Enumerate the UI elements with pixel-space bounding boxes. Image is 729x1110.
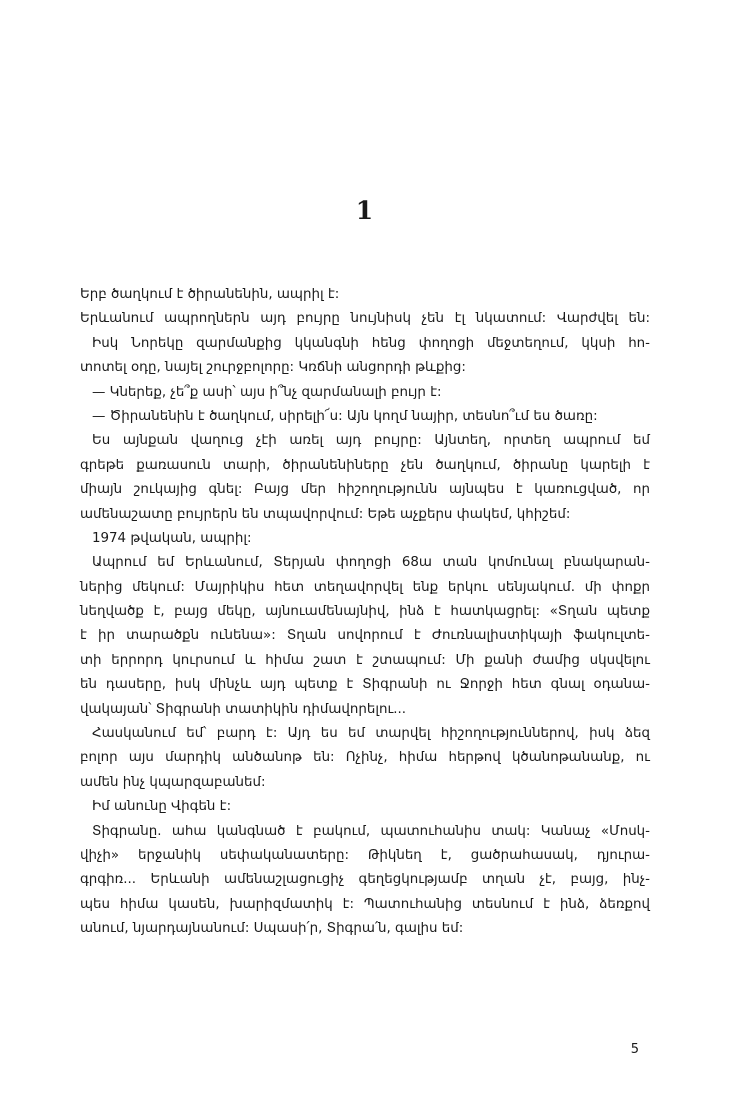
text-line: անում, նյարդայնանում: Սպասի՛ր, Տիգրա՛ն, գալիս եմ: [80, 921, 464, 937]
text-line: Երևանում ապրողներն այդ բույրը նույնիսկ չեն էլ նկատում: Վարժվել են: [80, 311, 650, 327]
text-line: տի երրորդ կուրսում և հիմա շատ է շտապում: Մի քանի ժամից սկսվելու [80, 652, 650, 668]
body-text [80, 283, 650, 942]
text-line: է իր տարածքն ունենա»: Տղան սովորում է Ժուռնալիստիկայի ֆակուլտե- [80, 628, 650, 644]
page-number: 5 [630, 1042, 639, 1057]
text-line: Երբ ծաղկում է ծիրանենին, ապրիլ է: [80, 287, 340, 302]
text-line: պես հիմա կասեն, խարիզմատիկ է: Պատուհանից տեսնում է ինձ, ձեռքով [80, 896, 650, 912]
text-line: գրգիռ... Երևանի ամենաշլացուցիչ գեղեցկությամբ տղան չէ, բայց, ինչ- [80, 872, 650, 888]
text-line: վակայան՝ Տիգրանի տատիկին դիմավորելու... [80, 701, 407, 717]
text-line: տոտել օդը, նայել շուրջբոլորը: Կռճնի անցորդի թևքից: [80, 360, 466, 376]
text-line: նեղվածք է, բայց մեկը, այնուամենայնիվ, ինձ է հատկացրել: «Տղան պետք [80, 604, 650, 620]
text-line: ամենաշատը բույրերն են տպավորվում: Եթե աչքերս փակեմ, կհիշեմ: [80, 506, 571, 522]
text-line: Ես այնքան վաղուց չէի առել այդ բույրը: Այնտեղ, որտեղ ապրում եմ [92, 433, 650, 449]
text-line: բոլոր այս մարդիկ անծանոթ են: Ոչինչ, հիմա հերթով կծանոթանանք, ու [80, 750, 650, 766]
chapter-number: 1 [355, 196, 374, 225]
text-line: Իսկ Նորեկը զարմանքից կկանգնի հենց փողոցի մեջտեղում, կկսի հո- [92, 335, 650, 351]
text-line: ներից մեկում: Մայրիկիս հետ տեղավորվել ենք երկու սենյակում. մի փոքր [80, 579, 650, 595]
text-line: Տիգրանը. ահա կանգնած է բակում, պատուհանիս տակ: Կանաչ «Մոսկ- [92, 823, 650, 839]
text-line: Իմ անունը Վիգեն է: [92, 799, 232, 815]
text-line: Հասկանում եմ՝ բարդ է: Այդ ես եմ տարվել հիշողություններով, իսկ ձեզ [92, 726, 650, 742]
text-line: — Ծիրանենին է ծաղկում, սիրելի՜ս: Այն կողմ նայիր, տեսնո՞ւմ ես ծառը: [92, 408, 598, 424]
text-line: — Կներեք, չե՞ք ասի՝ այս ի՞նչ զարմանալի բույր է: [92, 384, 442, 400]
text-line: միայն շուկայից գնել: Բայց մեր հիշողությունն այնպես է կառուցված, որ [80, 482, 650, 498]
text-line: գրեթե քառասուն տարի, ծիրանենիները չեն ծաղկում, ծիրանը կարելի է [80, 457, 650, 473]
text-line: ամեն ինչ կպարզաբանեմ: [80, 774, 266, 790]
text-line: 1974 թվական, ապրիլ: [92, 530, 252, 546]
text-line: են դասերը, իսկ մինչև այդ պետք է Տիգրանի ու Ջորջի հետ գնալ օդանա- [80, 677, 650, 693]
text-line: վիչի» երջանիկ սեփականատերը: Թիկնեղ է, ցածրահասակ, դյուրա- [80, 847, 650, 863]
text-line: Ապրում եմ Երևանում, Տերյան փողոցի 68ա տան կոմունալ բնակարան- [92, 555, 650, 571]
